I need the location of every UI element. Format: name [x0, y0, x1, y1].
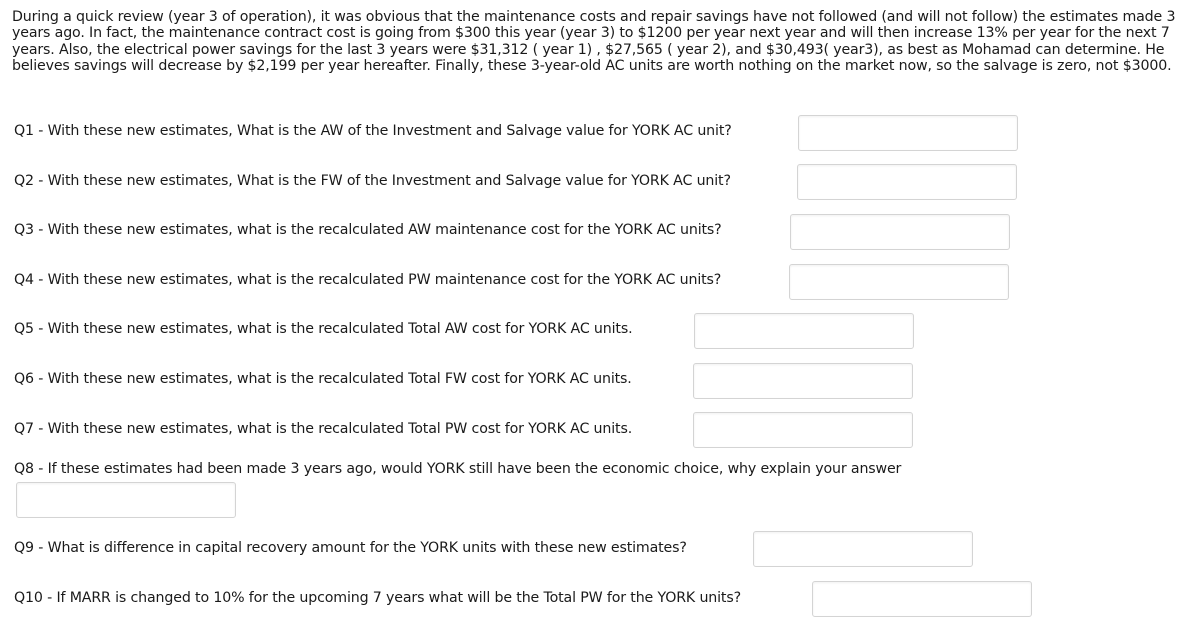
question-2-label: Q2 - With these new estimates, What is the FW of the Investment and Salvage value for YORK AC unit?: [14, 173, 731, 189]
question-7-label: Q7 - With these new estimates, what is the recalculated Total PW cost for YORK AC units.: [14, 421, 633, 437]
question-10-answer-input[interactable]: [812, 581, 1032, 617]
question-10-label: Q10 - If MARR is changed to 10% for the upcoming 7 years what will be the Total PW for the YORK units?: [14, 590, 741, 606]
question-6-label: Q6 - With these new estimates, what is the recalculated Total FW cost for YORK AC units.: [14, 371, 632, 387]
question-3-answer-input[interactable]: [790, 214, 1010, 250]
question-1-label: Q1 - With these new estimates, What is the AW of the Investment and Salvage value for YORK AC unit?: [14, 123, 732, 139]
question-1-answer-input[interactable]: [798, 115, 1018, 151]
question-6-answer-input[interactable]: [693, 363, 913, 399]
question-4-answer-input[interactable]: [789, 264, 1009, 300]
question-8-label: Q8 - If these estimates had been made 3 years ago, would YORK still have been the economic choice, why explain your answer: [14, 461, 902, 477]
question-5-label: Q5 - With these new estimates, what is the recalculated Total AW cost for YORK AC units.: [14, 321, 633, 337]
problem-statement: During a quick review (year 3 of operation), it was obvious that the maintenance costs and repair savings have not followed (and will not follow) the estimates made 3 years ago. In fact, the maintenance contract cost is going from $300 this year (year 3) to $1200 per year next year and will then increase 13% per year for the next 7 years. Also, the electrical power savings for the last 3 years were $31,312 ( year 1) , $27,565 ( year 2), and $30,493( year3), as best as Mohamad can determine. He believes savings will decrease by $2,199 per year hereafter. Finally, these 3-year-old AC units are worth nothing on the market now, so the salvage is zero, not $3000.: [12, 9, 1176, 75]
question-5-answer-input[interactable]: [694, 313, 914, 349]
question-8-answer-input[interactable]: [16, 482, 236, 518]
question-2-answer-input[interactable]: [797, 164, 1017, 200]
question-9-answer-input[interactable]: [753, 531, 973, 567]
question-3-label: Q3 - With these new estimates, what is the recalculated AW maintenance cost for the YORK AC units?: [14, 222, 722, 238]
question-4-label: Q4 - With these new estimates, what is the recalculated PW maintenance cost for the YORK AC units?: [14, 272, 722, 288]
question-9-label: Q9 - What is difference in capital recovery amount for the YORK units with these new estimates?: [14, 540, 687, 556]
question-7-answer-input[interactable]: [693, 412, 913, 448]
